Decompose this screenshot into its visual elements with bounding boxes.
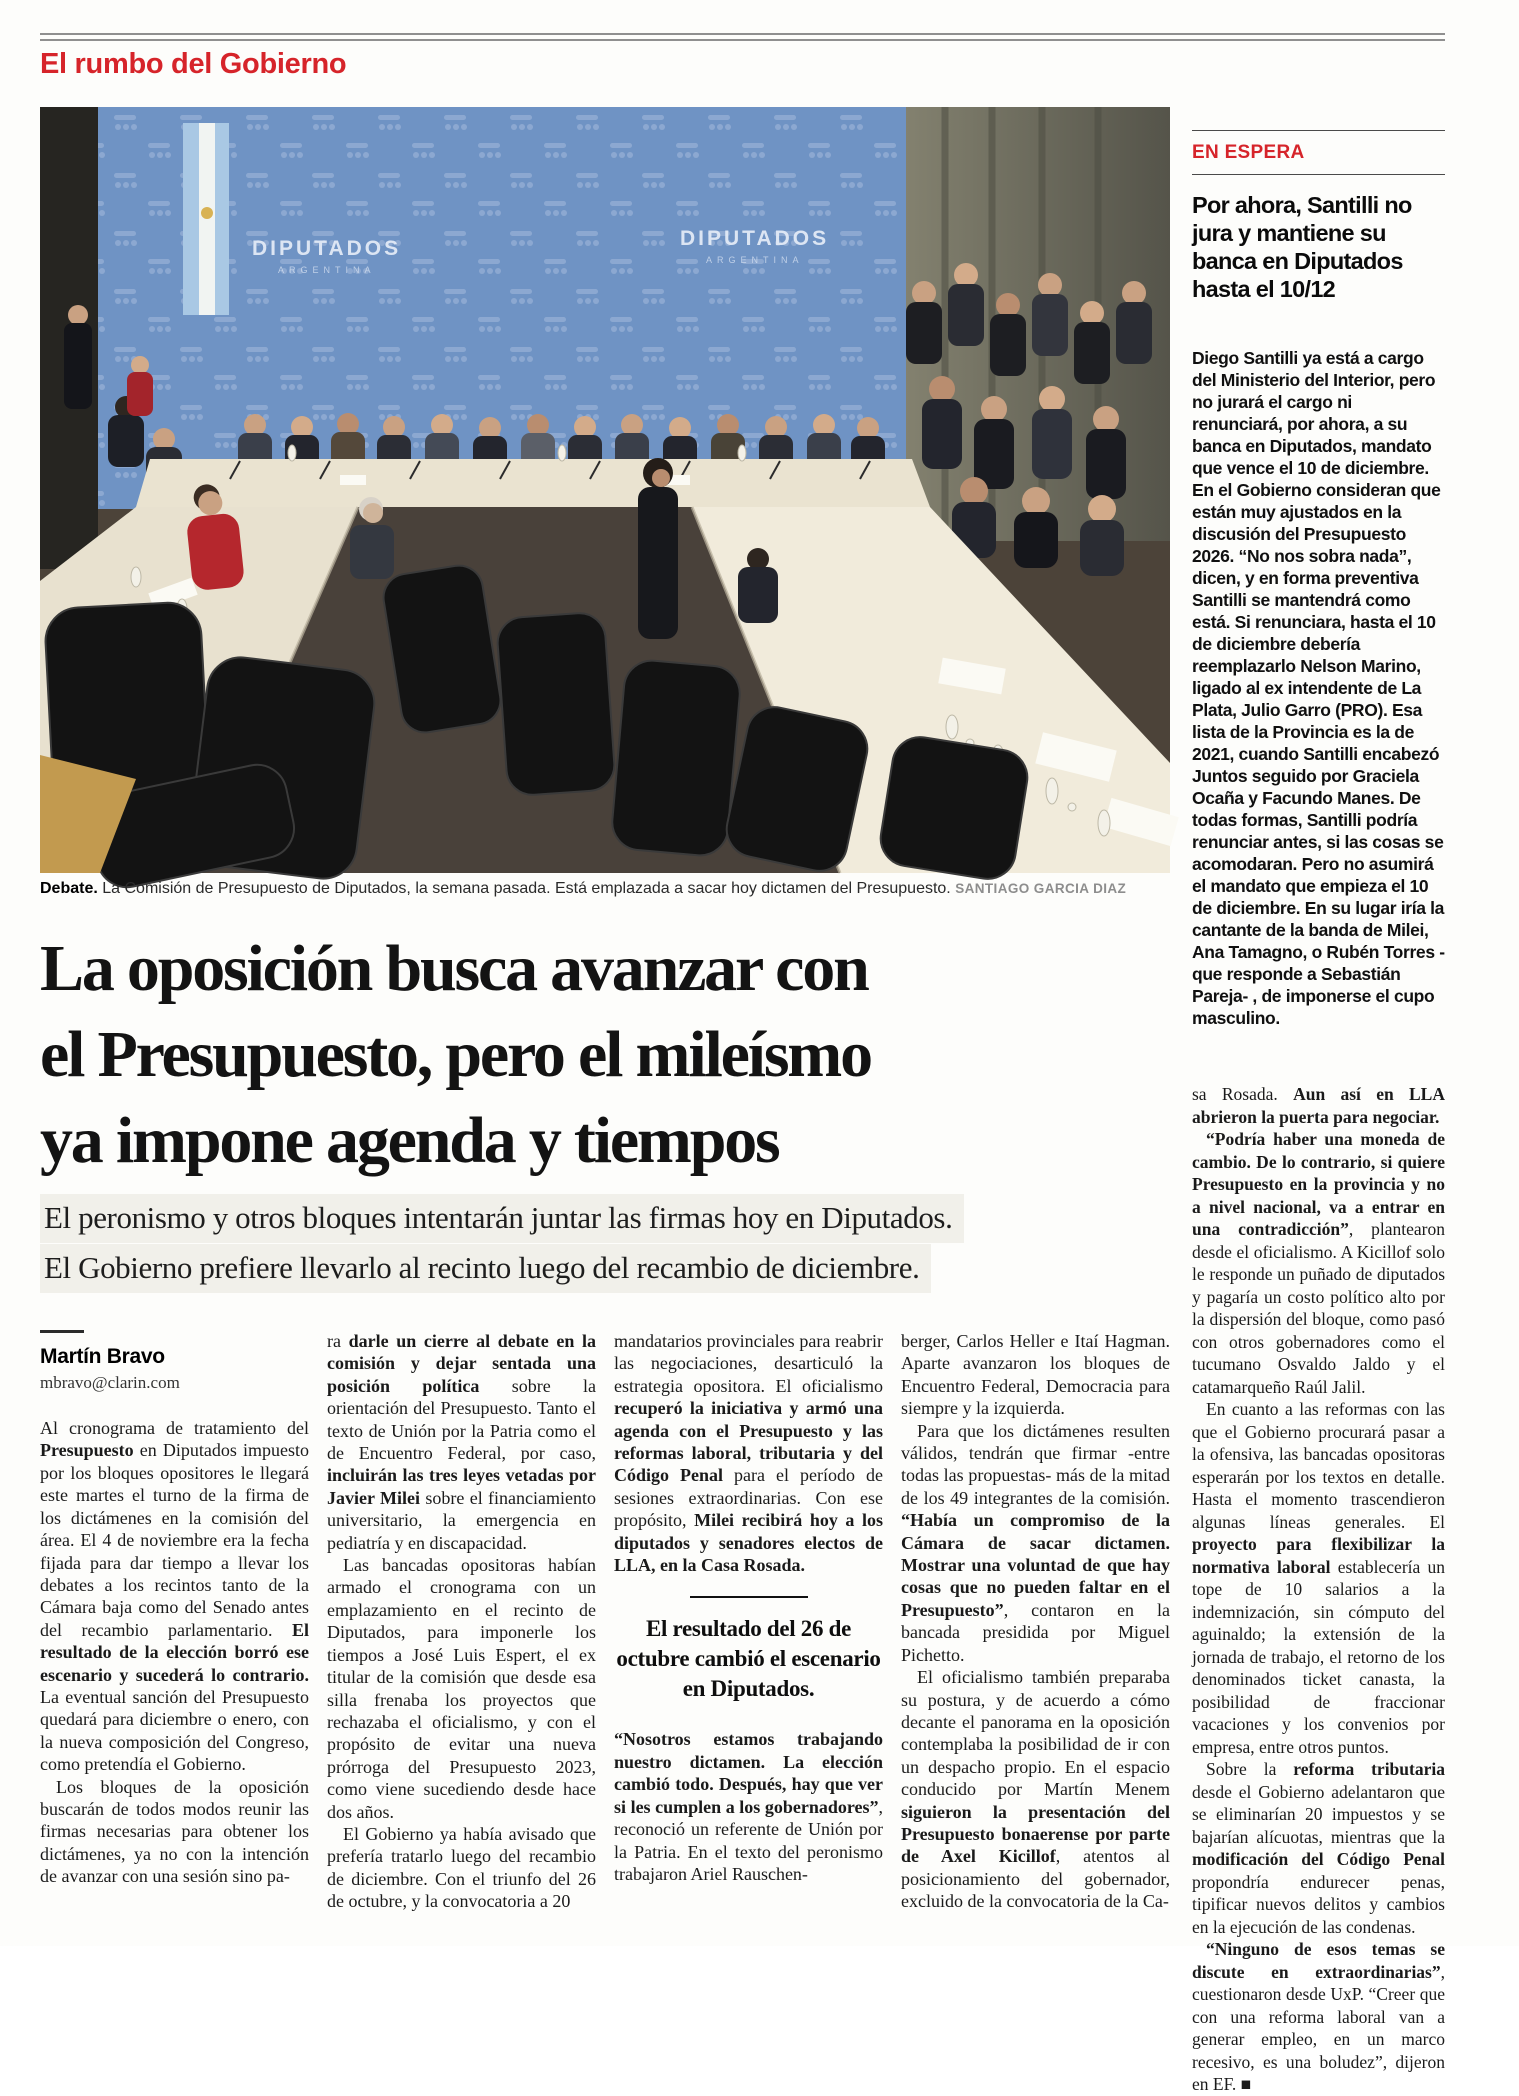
column-1 (40, 1330, 309, 1934)
body-paragraph: sa Rosada. Aun así en LLA abrieron la puerta para negociar. (1192, 1084, 1445, 1127)
byline (40, 1330, 309, 1395)
headline-line: el Presupuesto, pero el mileísmo (40, 1018, 871, 1091)
sidebar-mid-rule (1192, 174, 1445, 175)
deck-line: El peronismo y otros bloques intentarán juntar las firmas hoy en Diputados. (40, 1194, 964, 1243)
body-paragraph: Sobre la reforma tributaria desde el Gobierno adelantaron que se eliminarían 20 impuestos y se bajarían alícuotas, mientras que la modificación del Código Penal propondría endurecer penas, tipificar nuevos delitos y cambios en la ejecución de las condenas. (1192, 1759, 1445, 1937)
column-1-text (40, 1417, 309, 1888)
body-paragraph: Al cronograma de tratamiento del Presupuesto en Diputados impuesto por los bloques opositores le llegará este martes el turno de la firma de los dictámenes en la comisión del área. El 4 de noviembre era la fecha fijada para dar tiempo a llevar los debates a los recintos tanto de la Cámara baja como del Senado antes del recambio parlamentario. El resultado de la elección borró ese escenario y sucederá lo contrario. La eventual sanción del Presupuesto quedará para diciembre o enero, con la nueva composición del Congreso, como pretendía el Gobierno. (40, 1418, 309, 1775)
column-4-text (901, 1330, 1170, 1913)
body-columns (40, 1330, 1170, 1934)
photo-credit: SANTIAGO GARCIA DIAZ (955, 881, 1127, 896)
body-paragraph: “Nosotros estamos trabajando nuestro dictamen. La elección cambió todo. Después, hay que ver si les cumplen a los gobernadores”, reconoció un referente de Unión por la Patria. En el texto del peronismo trabajaron Ariel Rauschen- (614, 1729, 883, 1884)
caption-text: La Comisión de Presupuesto de Diputados, la semana pasada. Está emplazada a sacar hoy dictamen del Presupuesto. (97, 880, 956, 897)
article-deck (40, 1194, 1180, 1294)
body-paragraph: En cuanto a las reformas con las que el Gobierno procurará pasar a la ofensiva, las bancadas opositoras esperarán por los textos en detalle. Hasta el momento trascendieron algunas líneas generales. El proyecto para flexibilizar la normativa laboral establecería un tope de 10 salarios a la indemnización, sin cómputo del aguinaldo; la extensión de la jornada de trabajo, el retorno de los denominados ticket canasta, la posibilidad de fraccionar vacaciones y los convenios por empresa, entre otros puntos. (1192, 1399, 1445, 1757)
body-paragraph: berger, Carlos Heller e Itaí Hagman. Aparte avanzaron los bloques de Encuentro Federal, Democracia para siempre y la izquierda. (901, 1331, 1170, 1419)
pullquote-rule (690, 1596, 808, 1598)
body-paragraph: “Podría haber una moneda de cambio. De lo contrario, si quiere Presupuesto en la provincia y no a nivel nacional, va a entrar en una contradicción”, plantearon desde el oficialismo. A Kicillof solo le responde un puñado de diputados y pagaría un costo político alto por la dispersión del bloque, como pasó con otros gobernadores como el tucumano Osvaldo Jaldo y el catamarqueño Raúl Jalil. (1192, 1129, 1445, 1397)
sidebar-kicker: EN ESPERA (1192, 142, 1305, 163)
author-email: mbravo@clarin.com (40, 1373, 180, 1393)
sidebar-brief: Diego Santilli ya está a cargo del Ministerio del Interior, pero no jurará el cargo ni renunciará, por ahora, a su banca en Diputados, mandato que vence el 10 de diciembre. En el Gobierno consideran que están muy ajustados en la discusión del Presupuesto 2026. “No nos sobra nada”, dicen, y en forma preventiva Santilli se mantendrá como está. Si renunciara, hasta el 10 de diciembre debería reemplazarlo Nelson Marino, ligado al ex intendente de La Plata, Julio Garro (PRO). Esa lista de la Provincia es la de 2021, cuando Santilli encabezó Juntos seguido por Graciela Ocaña y Facundo Manes. De todas formas, Santilli podría renunciar antes, si las cosas se acomodaran. Pero no asumirá el mandato que empieza el 10 de diciembre. En su lugar iría la cantante de la banda de Milei, Ana Tamagno, o Rubén Torres - que responde a Sebastián Pareja- , de imponerse el cupo masculino. (1192, 348, 1445, 1028)
caption-lead: Debate. (40, 880, 98, 897)
body-paragraph: Los bloques de la oposición buscarán de todos modos reunir las firmas necesarias para obtener los dictámenes, ya no con la intención de avanzar con una sesión sino pa- (40, 1776, 309, 1887)
body-paragraph: ra darle un cierre al debate en la comisión y dejar sentada una posición política sobre la orientación del Presupuesto. Tanto el texto de Unión por la Patria como el de Encuentro Federal, por caso, incluirán las tres leyes vetadas por Javier Milei sobre el financiamiento universitario, la emergencia en pediatría y en discapacidad. (327, 1331, 597, 1553)
photo-scene (40, 107, 1170, 873)
body-paragraph: El Gobierno ya había avisado que prefería tratarlo luego del recambio de diciembre. Con el triunfo del 26 de octubre, y la convocatoria a 20 (327, 1823, 596, 1912)
column-4 (901, 1330, 1170, 1934)
argentina-flag (183, 123, 229, 315)
headline-line: La oposición busca avanzar con (40, 932, 868, 1005)
committee-photo (40, 107, 1170, 873)
pull-quote: El resultado del 26 de octubre cambió el escenario en Diputados. (616, 1616, 881, 1702)
body-paragraph: “Ninguno de esos temas se discute en extraordinarias”, cuestionaron desde UxP. “Creer que con una reforma laboral van a generar empleo, en un marco recesivo, es una boludez”, dijeron en EF. ■ (1192, 1939, 1445, 2094)
photo-caption (40, 879, 1170, 900)
sidebar (1192, 130, 1445, 2096)
article-continuation (1192, 1083, 1445, 2096)
headline-line: ya impone agenda y tiempos (40, 1104, 779, 1177)
section-kicker: El rumbo del Gobierno (40, 48, 347, 80)
column-2-text (327, 1330, 596, 1913)
body-paragraph: Para que los dictámenes resulten válidos, tendrán que firmar -entre todas las propuestas- más de la mitad de los 49 integrantes de la comisión. “Había un compromiso de la Cámara de sacar dictamen. Mostrar una voluntad de que hay cosas que no pueden faltar en el Presupuesto”, contaron en la bancada presidida por Miguel Pichetto. (901, 1420, 1170, 1665)
body-paragraph: El oficialismo también preparaba su postura, y de acuerdo a cómo decante el panorama en la oposición contemplaba la posibilidad de ir con un despacho propio. En el espacio conducido por Martín Menem siguieron la presentación del Presupuesto bonaerense por parte de Axel Kicillof, atentos al posicionamiento del gobernador, excluido de la convocatoria de la Ca- (901, 1667, 1170, 1912)
backdrop-sublabel: ARGENTINA (706, 255, 804, 265)
column-3 (614, 1330, 883, 1934)
column-3-text (614, 1330, 883, 1885)
article-headline (40, 926, 1180, 1184)
deck-line: El Gobierno prefiere llevarlo al recinto luego del recambio de diciembre. (40, 1244, 931, 1293)
sidebar-headline: Por ahora, Santilli no jura y mantiene su banca en Diputados hasta el 10/12 (1192, 192, 1412, 302)
column-2 (327, 1330, 596, 1934)
backdrop-label: DIPUTADOS (680, 227, 830, 250)
author-name: Martín Bravo (40, 1345, 165, 1368)
backdrop-label: DIPUTADOS (252, 237, 402, 260)
body-paragraph: Las bancadas opositoras habían armado el cronograma con un emplazamiento en el recinto de Diputados, para imponerle los tiempos a José Luis Espert, el ex titular de la comisión que desde esa silla frenaba los proyectos que rechazaba el oficialismo, y con el propósito de evitar una nueva prórroga del Presupuesto 2023, como viene sucediendo desde hace dos años. (327, 1555, 596, 1822)
top-double-rule (40, 33, 1445, 41)
body-paragraph: mandatarios provinciales para reabrir las negociaciones, desarticuló la estrategia opositora. El oficialismo recuperó la iniciativa y armó una agenda con el Presupuesto y las reformas laboral, tributaria y del Código Penal para el período de sesiones extraordinarias. Con ese propósito, Milei recibirá hoy a los diputados y senadores electos de LLA, en la Casa Rosada. (614, 1331, 884, 1576)
backdrop-sublabel: ARGENTINA (278, 265, 376, 275)
sidebar-top-rule (1192, 130, 1445, 131)
byline-rule (40, 1330, 84, 1333)
